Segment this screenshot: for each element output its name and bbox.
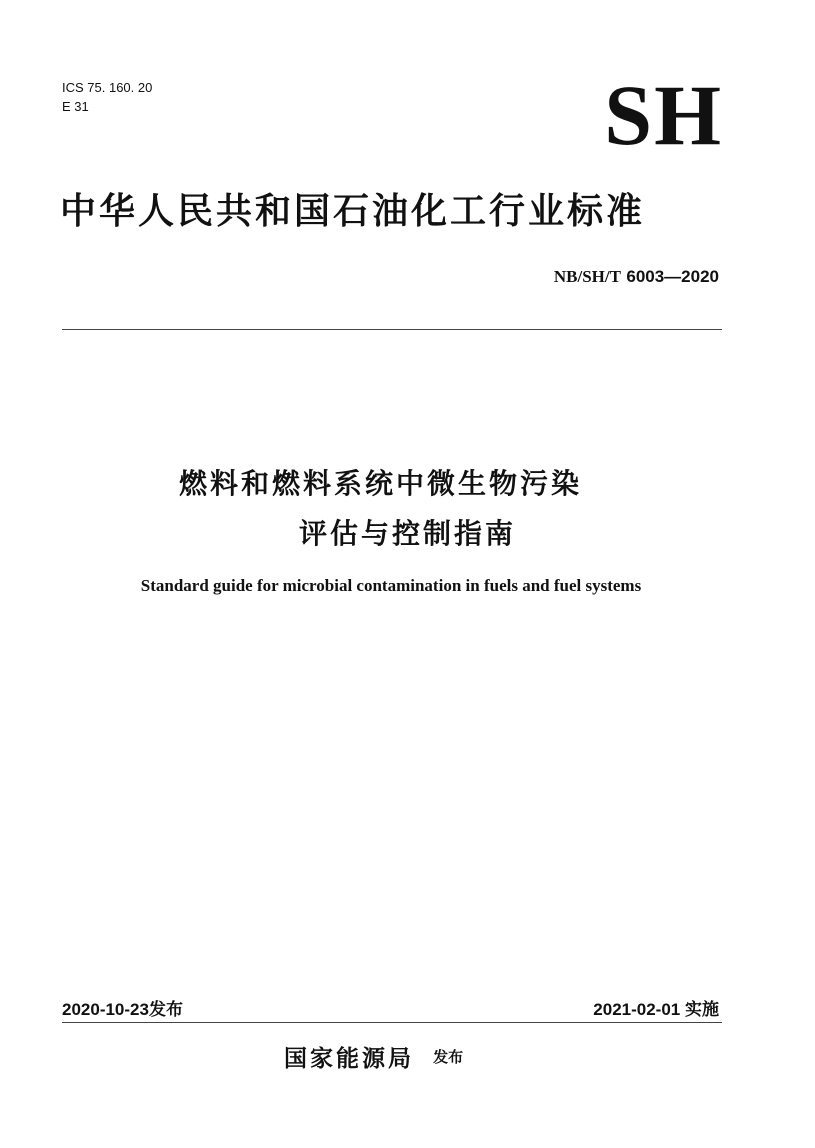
issue-date-value: 2020-10-23 xyxy=(62,1000,149,1019)
issuer-action: 发布 xyxy=(433,1048,464,1066)
issuer-name: 国家能源局 xyxy=(284,1046,414,1072)
document-title-english: Standard guide for microbial contamination in fuels and fuel systems xyxy=(140,576,642,595)
standard-number-value: 6003—2020 xyxy=(626,267,719,286)
issue-date xyxy=(62,999,183,1021)
top-divider xyxy=(62,329,722,330)
ccs-code: E 31 xyxy=(62,99,89,114)
document-title-line-1: 燃料和燃料系统中微生物污染 xyxy=(178,467,582,500)
standard-number xyxy=(554,266,719,288)
bottom-divider xyxy=(62,1022,722,1023)
industry-standard-title: 中华人民共和国石油化工行业标准 xyxy=(60,191,646,232)
issue-date-label: 发布 xyxy=(148,1000,183,1020)
sh-logo: SH xyxy=(604,67,723,163)
ics-code: ICS 75. 160. 20 xyxy=(62,80,153,95)
implementation-date-value: 2021-02-01 xyxy=(593,1000,681,1019)
classification-codes xyxy=(62,78,152,116)
document-title-line-2: 评估与控制指南 xyxy=(298,517,516,550)
standard-number-prefix: NB/SH/T xyxy=(553,267,621,286)
issuer xyxy=(284,1040,463,1073)
implementation-date-label: 实施 xyxy=(685,1000,719,1020)
implementation-date xyxy=(593,999,719,1021)
